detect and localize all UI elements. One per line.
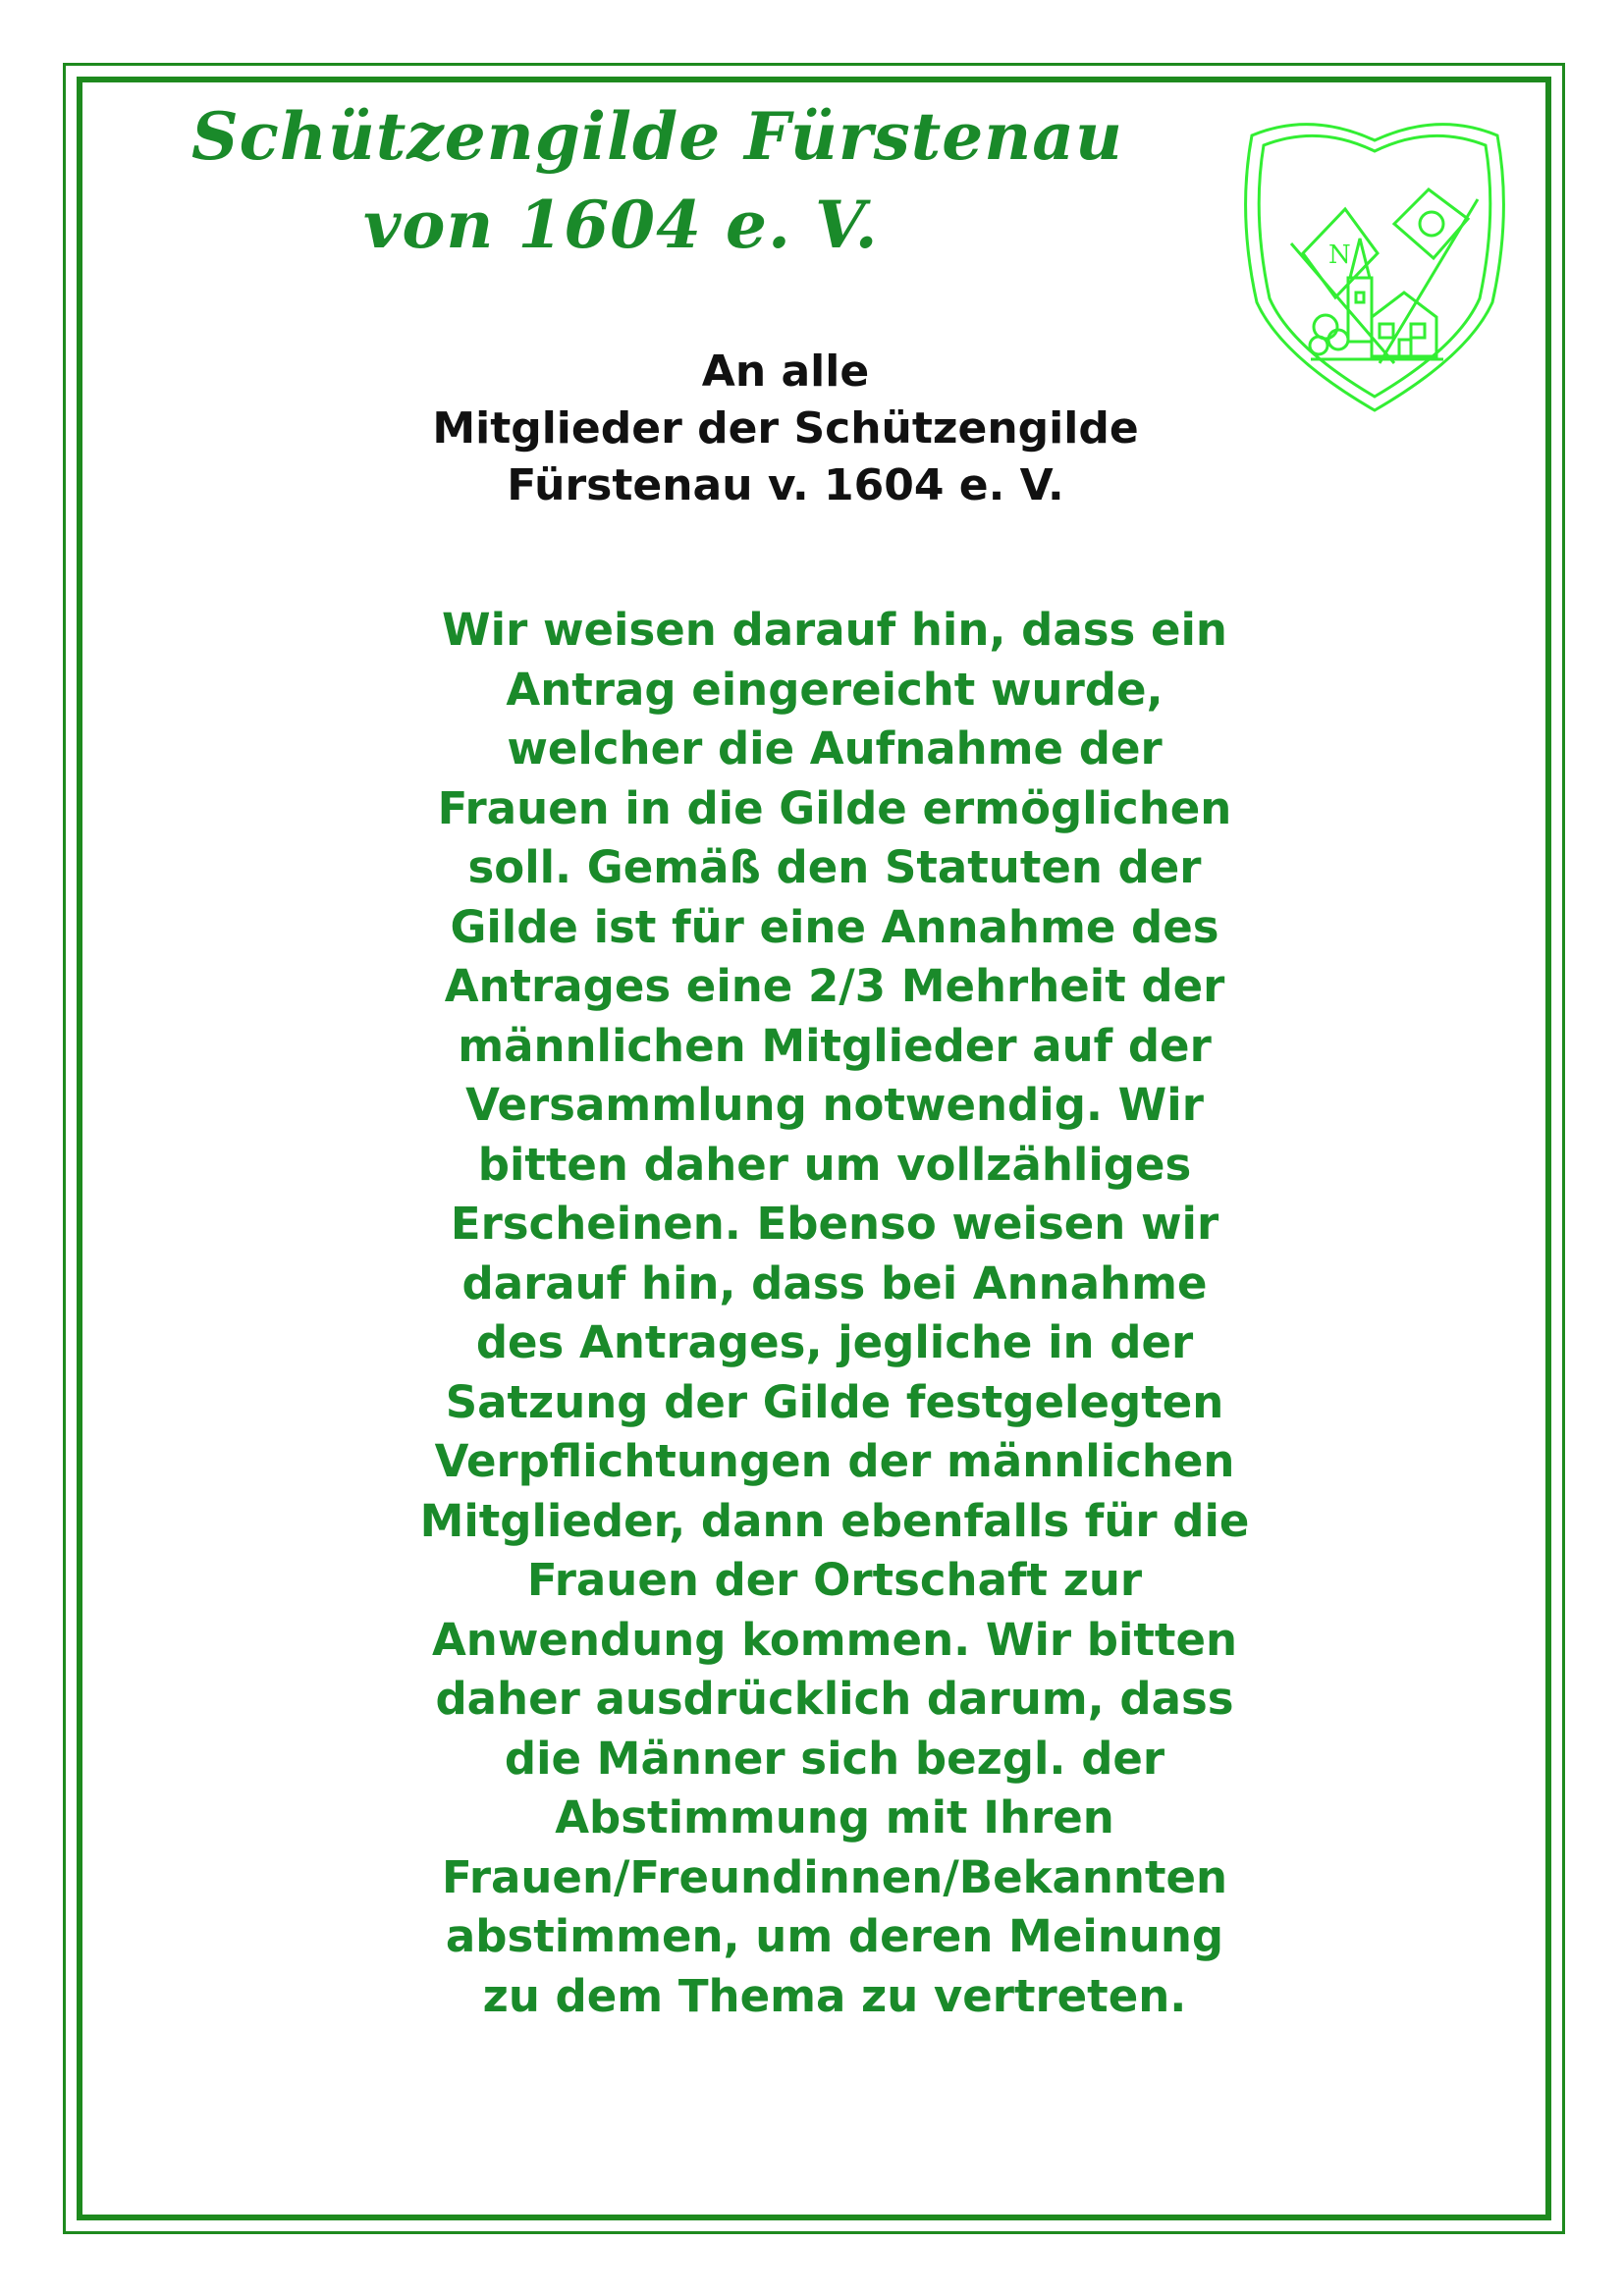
body-line: welcher die Aufnahme der <box>507 722 1163 774</box>
body-line: Erscheinen. Ebenso weisen wir <box>450 1198 1219 1250</box>
body-line: männlichen Mitglieder auf der <box>458 1019 1212 1072</box>
address-line: Fürstenau v. 1604 e. V. <box>507 460 1064 510</box>
body-line: bitten daher um vollzähliges <box>477 1138 1192 1191</box>
body-line: Frauen der Ortschaft zur <box>526 1554 1143 1606</box>
body-line: die Männer sich bezgl. der <box>504 1732 1165 1785</box>
body-line: Frauen in die Gilde ermöglichen <box>437 781 1232 834</box>
body-line: Anwendung kommen. Wir bitten <box>431 1613 1238 1666</box>
body-line: Abstimmung mit Ihren <box>555 1791 1114 1843</box>
body-line: abstimmen, um deren Meinung <box>445 1910 1224 1962</box>
body-line: soll. Gemäß den Statuten der <box>467 841 1202 893</box>
body-line: zu dem Thema zu vertreten. <box>482 1969 1187 2022</box>
address-line: An alle <box>701 347 870 397</box>
body-line: darauf hin, dass bei Annahme <box>461 1256 1208 1309</box>
body-line: daher ausdrücklich darum, dass <box>435 1673 1234 1725</box>
notice-body <box>324 601 1345 2026</box>
address-line: Mitglieder der Schützengilde <box>432 403 1139 454</box>
body-line: Versammlung notwendig. Wir <box>465 1079 1204 1131</box>
body-line: Mitglieder, dann ebenfalls für die <box>419 1494 1250 1547</box>
recipient-address <box>0 344 1571 514</box>
body-line: des Antrages, jegliche in der <box>475 1316 1194 1368</box>
body-line: Antrages eine 2/3 Mehrheit der <box>444 960 1225 1012</box>
guild-title-line-2: von 1604 e. V. <box>363 187 879 263</box>
body-line: Gilde ist für eine Annahme des <box>450 900 1219 953</box>
body-line: Verpflichtungen der männlichen <box>434 1435 1235 1487</box>
body-line: Wir weisen darauf hin, dass ein <box>442 604 1227 656</box>
guild-title-line-1: Schützengilde Fürstenau <box>191 98 1123 175</box>
body-line: Antrag eingereicht wurde, <box>506 663 1164 716</box>
svg-text:N: N <box>1328 240 1351 270</box>
body-line: Frauen/Freundinnen/Bekannten <box>441 1850 1228 1903</box>
body-line: Satzung der Gilde festgelegten <box>445 1375 1224 1428</box>
